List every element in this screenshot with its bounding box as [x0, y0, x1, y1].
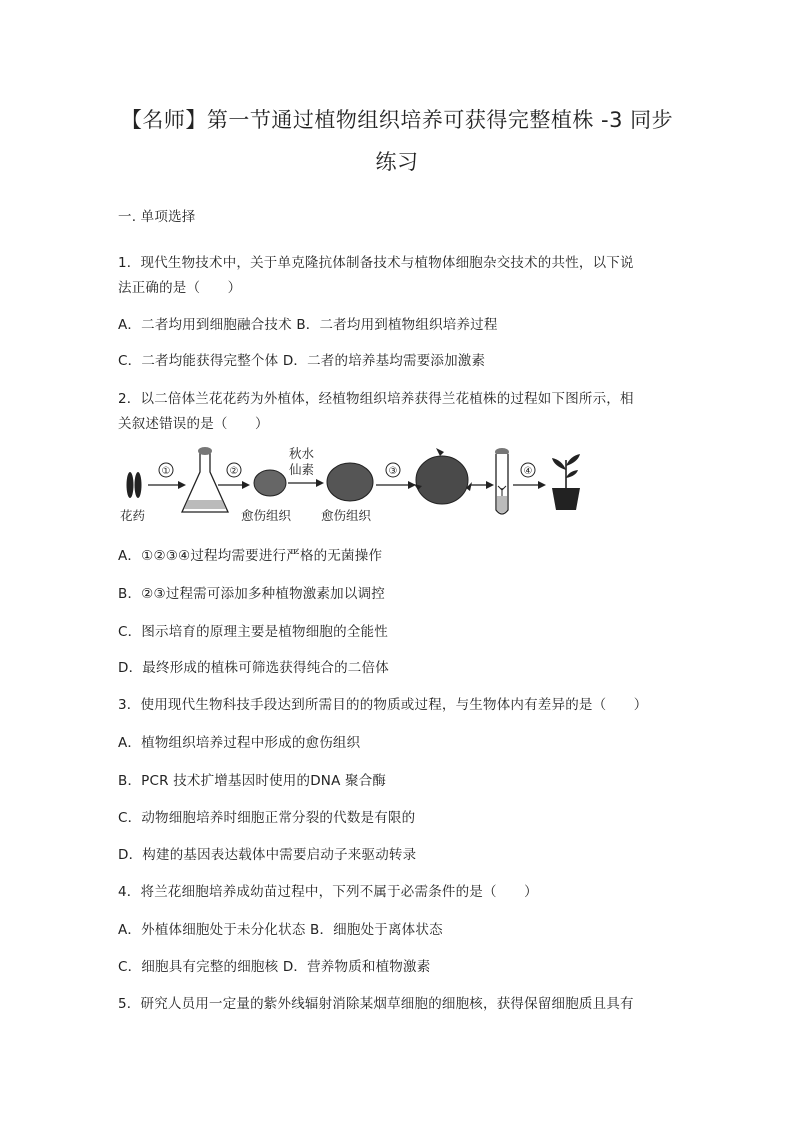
label-callus-2: 愈伤组织 — [321, 508, 372, 523]
label-anther: 花药 — [120, 508, 146, 523]
arrow-step-4 — [513, 481, 546, 489]
callus-1-icon — [254, 470, 286, 496]
q3-option-b: B．PCR 技术扩增基因时使用的DNA 聚合酶 — [118, 773, 387, 789]
tissue-culture-diagram — [118, 444, 598, 526]
label-step-3: ③ — [388, 466, 398, 477]
q2-option-a: A．①②③④过程均需要进行严格的无菌操作 — [118, 548, 383, 564]
q1-stem-line-2: 法正确的是（ ） — [118, 280, 242, 296]
document-title-line-1: 【名师】第一节通过植物组织培养可获得完整植株 -3 同步 — [120, 108, 674, 132]
q2-option-b: B．②③过程需可添加多种植物激素加以调控 — [118, 586, 385, 602]
label-step-1: ① — [161, 466, 171, 477]
q4-stem: 4．将兰花细胞培养成幼苗过程中，下列不属于必需条件的是（ ） — [118, 884, 538, 900]
q3-option-d: D．构建的基因表达载体中需要启动子来驱动转录 — [118, 847, 417, 863]
q1-options-cd: C．二者均能获得完整个体 D．二者的培养基均需要添加激素 — [118, 353, 486, 369]
q1-options-ab: A．二者均用到细胞融合技术 B．二者均用到植物组织培养过程 — [118, 317, 498, 333]
q2-stem-line-1: 2．以二倍体兰花花药为外植体，经植物组织培养获得兰花植株的过程如下图所示，相 — [118, 391, 634, 407]
q2-option-c: C．图示培育的原理主要是植物细胞的全能性 — [118, 624, 388, 640]
label-colchicine-line-2: 仙素 — [289, 462, 315, 477]
q3-stem: 3．使用现代生物科技手段达到所需目的的物质或过程，与生物体内有差异的是（ ） — [118, 697, 648, 713]
q3-option-c: C．动物细胞培养时细胞正常分裂的代数是有限的 — [118, 810, 416, 826]
anther-icon — [127, 472, 142, 498]
arrow-step-1 — [148, 481, 186, 489]
label-callus-1: 愈伤组织 — [241, 508, 292, 523]
potted-plant-icon — [552, 454, 580, 510]
label-colchicine-line-1: 秋水 — [289, 446, 315, 461]
embryoid-cluster-icon — [414, 448, 472, 504]
q4-options-cd: C．细胞具有完整的细胞核 D．营养物质和植物激素 — [118, 959, 431, 975]
arrow-colchicine — [288, 479, 324, 487]
callus-2-icon — [327, 463, 373, 501]
test-tube-icon — [495, 448, 509, 514]
q5-stem: 5．研究人员用一定量的紫外线辐射消除某烟草细胞的细胞核，获得保留细胞质且具有 — [118, 996, 634, 1012]
label-step-4: ④ — [523, 466, 533, 477]
q2-option-d: D．最终形成的植株可筛选获得纯合的二倍体 — [118, 660, 389, 676]
arrow-step-2 — [218, 481, 250, 489]
flask-icon — [182, 447, 228, 512]
q4-options-ab: A．外植体细胞处于未分化状态 B．细胞处于离体状态 — [118, 922, 443, 938]
document-title-line-2: 练习 — [375, 150, 419, 174]
q2-stem-line-2: 关叙述错误的是（ ） — [118, 416, 269, 432]
q1-stem-line-1: 1．现代生物技术中，关于单克隆抗体制备技术与植物体细胞杂交技术的共性，以下说 — [118, 255, 634, 271]
arrow-step-3 — [376, 481, 416, 489]
arrow-to-test-tube — [470, 481, 494, 489]
label-step-2: ② — [229, 466, 239, 477]
section-heading: 一. 单项选择 — [118, 209, 196, 225]
q3-option-a: A．植物组织培养过程中形成的愈伤组织 — [118, 735, 361, 751]
